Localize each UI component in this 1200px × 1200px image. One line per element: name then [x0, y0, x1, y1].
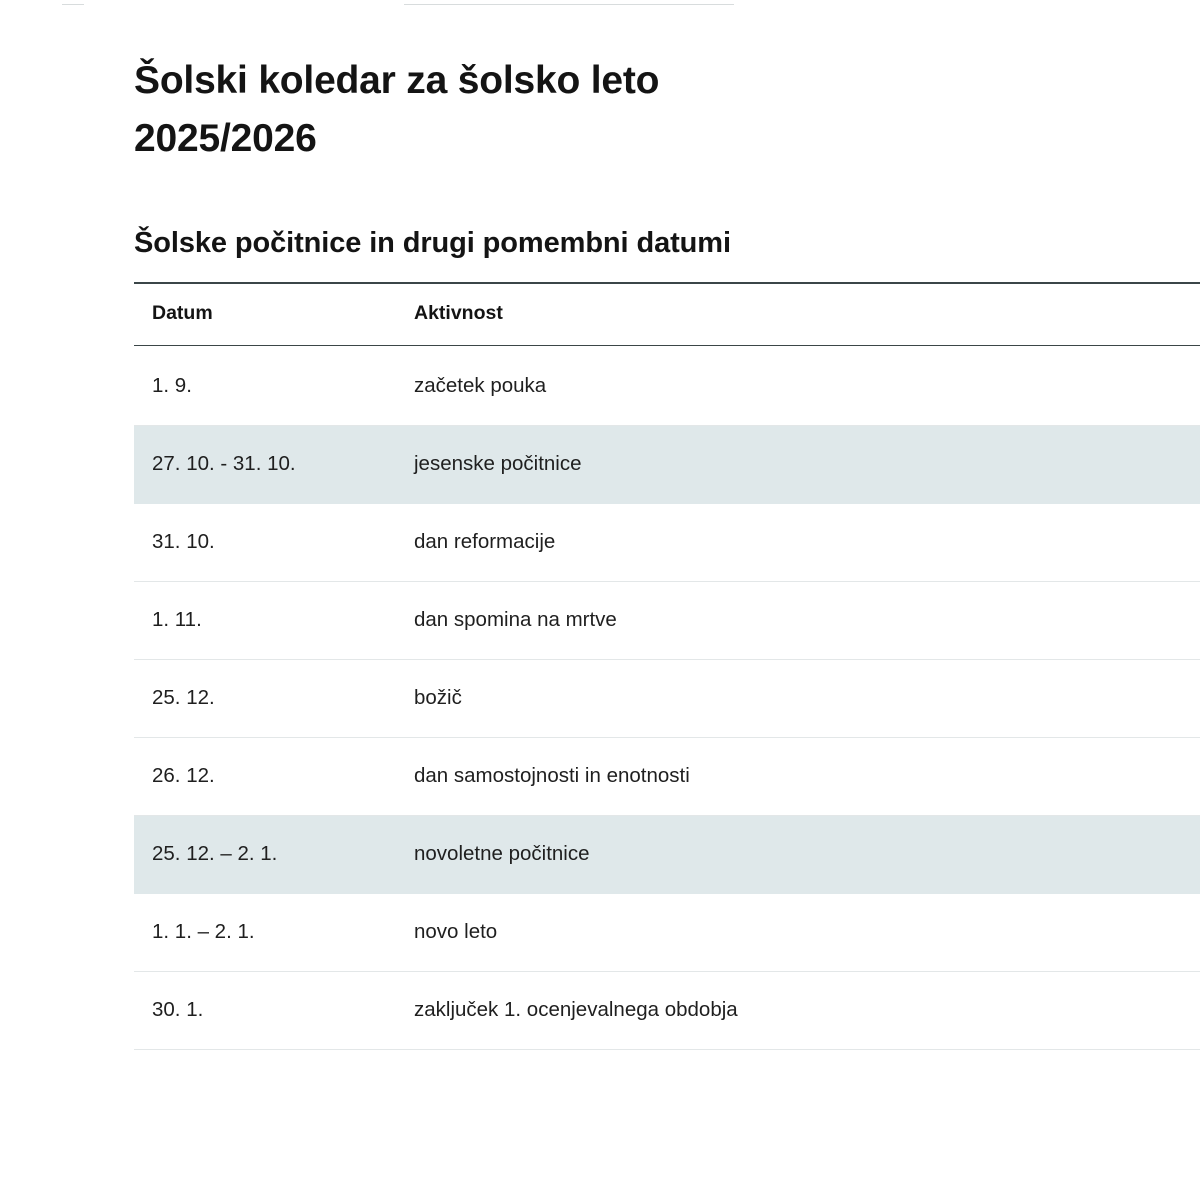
column-header-date: Datum — [134, 283, 396, 346]
table-header-row — [134, 283, 1200, 346]
cell-activity: dan spomina na mrtve — [396, 582, 1200, 660]
table-row — [134, 894, 1200, 972]
cell-activity: novoletne počitnice — [396, 816, 1200, 894]
section-heading: Šolske počitnice in drugi pomembni datumi — [134, 227, 731, 260]
cell-activity: začetek pouka — [396, 346, 1200, 426]
cell-date: 1. 11. — [134, 582, 396, 660]
cell-date: 1. 1. – 2. 1. — [134, 894, 396, 972]
cell-date: 25. 12. – 2. 1. — [134, 816, 396, 894]
cell-date: 30. 1. — [134, 972, 396, 1050]
cell-activity: jesenske počitnice — [396, 426, 1200, 504]
cell-activity: zaključek 1. ocenjevalnega obdobja — [396, 972, 1200, 1050]
cell-activity: božič — [396, 660, 1200, 738]
table-row — [134, 426, 1200, 504]
table-row — [134, 504, 1200, 582]
cell-activity: dan samostojnosti in enotnosti — [396, 738, 1200, 816]
column-header-activity: Aktivnost — [396, 283, 1200, 346]
table-header — [134, 283, 1200, 346]
cell-date: 26. 12. — [134, 738, 396, 816]
page-title-line-2: 2025/2026 — [134, 116, 317, 160]
cell-activity: dan reformacije — [396, 504, 1200, 582]
page-title-line-1: Šolski koledar za šolsko leto — [134, 59, 660, 102]
table-row — [134, 738, 1200, 816]
cell-date: 31. 10. — [134, 504, 396, 582]
school-calendar-table — [134, 282, 1200, 1050]
cell-date: 1. 9. — [134, 346, 396, 426]
table-row — [134, 582, 1200, 660]
table-body — [134, 346, 1200, 1050]
table-row — [134, 660, 1200, 738]
cell-activity: novo leto — [396, 894, 1200, 972]
cell-date: 27. 10. - 31. 10. — [134, 426, 396, 504]
cell-date: 25. 12. — [134, 660, 396, 738]
table-row — [134, 346, 1200, 426]
page-title — [134, 52, 754, 167]
table-row — [134, 972, 1200, 1050]
table-row — [134, 816, 1200, 894]
